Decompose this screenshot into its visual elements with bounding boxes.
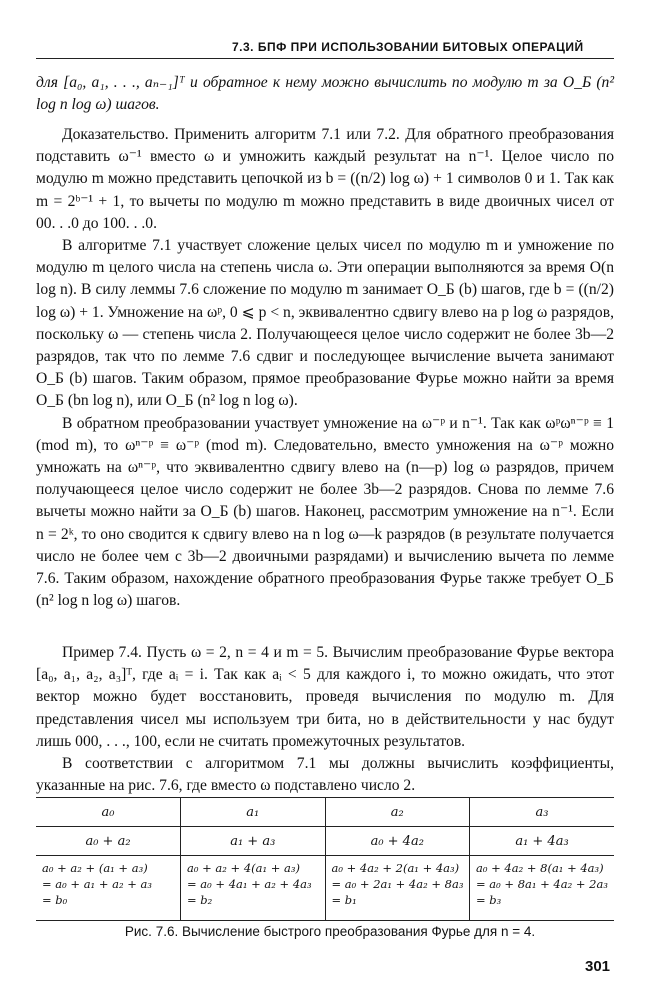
table-cell: a₀ xyxy=(36,798,181,827)
cell-line: a₀ + 4a₂ + 8(a₁ + 4a₃) xyxy=(476,861,604,875)
table-row xyxy=(36,798,614,827)
table-cell xyxy=(325,856,470,921)
example-block xyxy=(36,642,614,797)
table-cell: a₂ xyxy=(325,798,470,827)
example-followup-paragraph: В соответствии с алгоритмом 7.1 мы должны вычислить коэффициенты, указанные на рис. 7.6, где вместо ω подставлено число 2. xyxy=(36,755,614,795)
inverse-transform-paragraph: В обратном преобразовании участвует умножение на ω⁻ᵖ и n⁻¹. Так как ωᵖωⁿ⁻ᵖ ≡ 1 (mod m), то ωⁿ⁻ᵖ ≡ ω⁻ᵖ (mod m). Следовательно, вместо умножения на ω⁻ᵖ можно умножать на ωⁿ⁻ᵖ, что эквивалентно сдвигу влево на (n—p) log ω разрядов, причем получающееся целое число содержит не более 3b—2 разрядов. Снова по лемме 7.6 вычеты можно найти за O_Б (b) шагов. Наконец, рассмотрим умножение на n⁻¹. Если n = 2ᵏ, то оно сводится к сдвигу влево на n log ω—k разрядов (в результате получается число не более чем с 3b—2 двоичными разрядами) и вычислению вычета по лемме 7.6. Таким образом, нахождение обратного преобразования Фурье также требует O_Б (n² log n log ω) шагов. xyxy=(36,414,614,610)
cell-line: a₀ + 4a₂ + 2(a₁ + 4a₃) xyxy=(331,861,460,875)
cell-line: = a₀ + 2a₁ + 4a₂ + 8a₃ xyxy=(331,877,464,891)
cell-line: = b₁ xyxy=(331,893,357,907)
cell-line: = b₃ xyxy=(476,893,502,907)
cell-line: = b₀ xyxy=(42,893,68,907)
table-cell: a₀ + 4a₂ xyxy=(325,827,470,856)
table-cell xyxy=(181,856,326,921)
proof-block xyxy=(36,124,614,612)
figure-caption: Рис. 7.6. Вычисление быстрого преобразования Фурье для n = 4. xyxy=(124,924,536,939)
header-rule xyxy=(36,58,614,59)
table-row xyxy=(36,856,614,921)
cell-line: = a₀ + a₁ + a₂ + a₃ xyxy=(42,877,152,891)
proof-paragraph: Доказательство. Применить алгоритм 7.1 или 7.2. Для обратного преобразования подставить ω⁻¹ вместо ω и умножить каждый результат на n⁻¹. Целое число по модулю m можно представить цепочкой из b = ((n/2) log ω) + 1 символов 0 и 1. Так как m = 2ᵇ⁻¹ + 1, то вычеты по модулю m можно представить в виде двоичных чисел от 00. . .0 до 100. . .0. xyxy=(36,126,614,232)
theorem-ending xyxy=(36,72,614,116)
cell-line: a₀ + a₂ + 4(a₁ + a₃) xyxy=(187,861,300,875)
table-cell xyxy=(470,856,615,921)
cell-line: a₀ + a₂ + (a₁ + a₃) xyxy=(42,861,148,875)
algorithm-analysis-paragraph: В алгоритме 7.1 участвует сложение целых чисел по модулю m и умножение по модулю m целого числа на степень числа ω. Эти операции выполняются за время O(n log n). В силу леммы 7.6 сложение по модулю m занимает O_Б (b) шагов, где b = ((n/2) log ω) + 1. Умножение на ωᵖ, 0 ⩽ p < n, эквивалентно сдвигу влево на p log ω разрядов, поскольку ω — степень числа 2. Получающееся целое число содержит не более 3b—2 разрядов, так что по лемме 7.6 сдвиг и последующее вычисление вычета занимают O_Б (b) шагов. Таким образом, прямое преобразование Фурье можно найти за время O_Б (bn log n), или O_Б (n² log n log ω). xyxy=(36,237,614,410)
cell-line: = b₂ xyxy=(187,893,213,907)
example-paragraph: Пример 7.4. Пусть ω = 2, n = 4 и m = 5. Вычислим преобразование Фурье вектора [a₀, a₁, a₂, a₃]ᵀ, где aᵢ = i. Так как aᵢ < 5 для каждого i, то можно ожидать, что этот вектор можно будет восстановить, проведя вычисления по модулю m. Для представления чисел мы используем три бита, но в действительности у нас будут лишь 000, . . ., 100, если не считать промежуточных результатов. xyxy=(36,644,614,750)
cell-line: = a₀ + 4a₁ + a₂ + 4a₃ xyxy=(187,877,312,891)
table-cell: a₁ + 4a₃ xyxy=(470,827,615,856)
table-cell xyxy=(36,856,181,921)
table-cell: a₃ xyxy=(470,798,615,827)
table-cell: a₁ + a₃ xyxy=(181,827,326,856)
table-cell: a₁ xyxy=(181,798,326,827)
page-number: 301 xyxy=(585,958,611,975)
table-row xyxy=(36,827,614,856)
fft-coefficient-table xyxy=(36,797,614,921)
running-head: 7.3. БПФ ПРИ ИСПОЛЬЗОВАНИИ БИТОВЫХ ОПЕРАЦИЙ xyxy=(232,40,584,54)
theorem-text: для [a₀, a₁, . . ., aₙ₋₁]ᵀ и обратное к нему можно вычислить по модулю m за O_Б (n² log n log ω) шагов. xyxy=(36,74,614,114)
table-cell: a₀ + a₂ xyxy=(36,827,181,856)
cell-line: = a₀ + 8a₁ + 4a₂ + 2a₃ xyxy=(476,877,608,891)
